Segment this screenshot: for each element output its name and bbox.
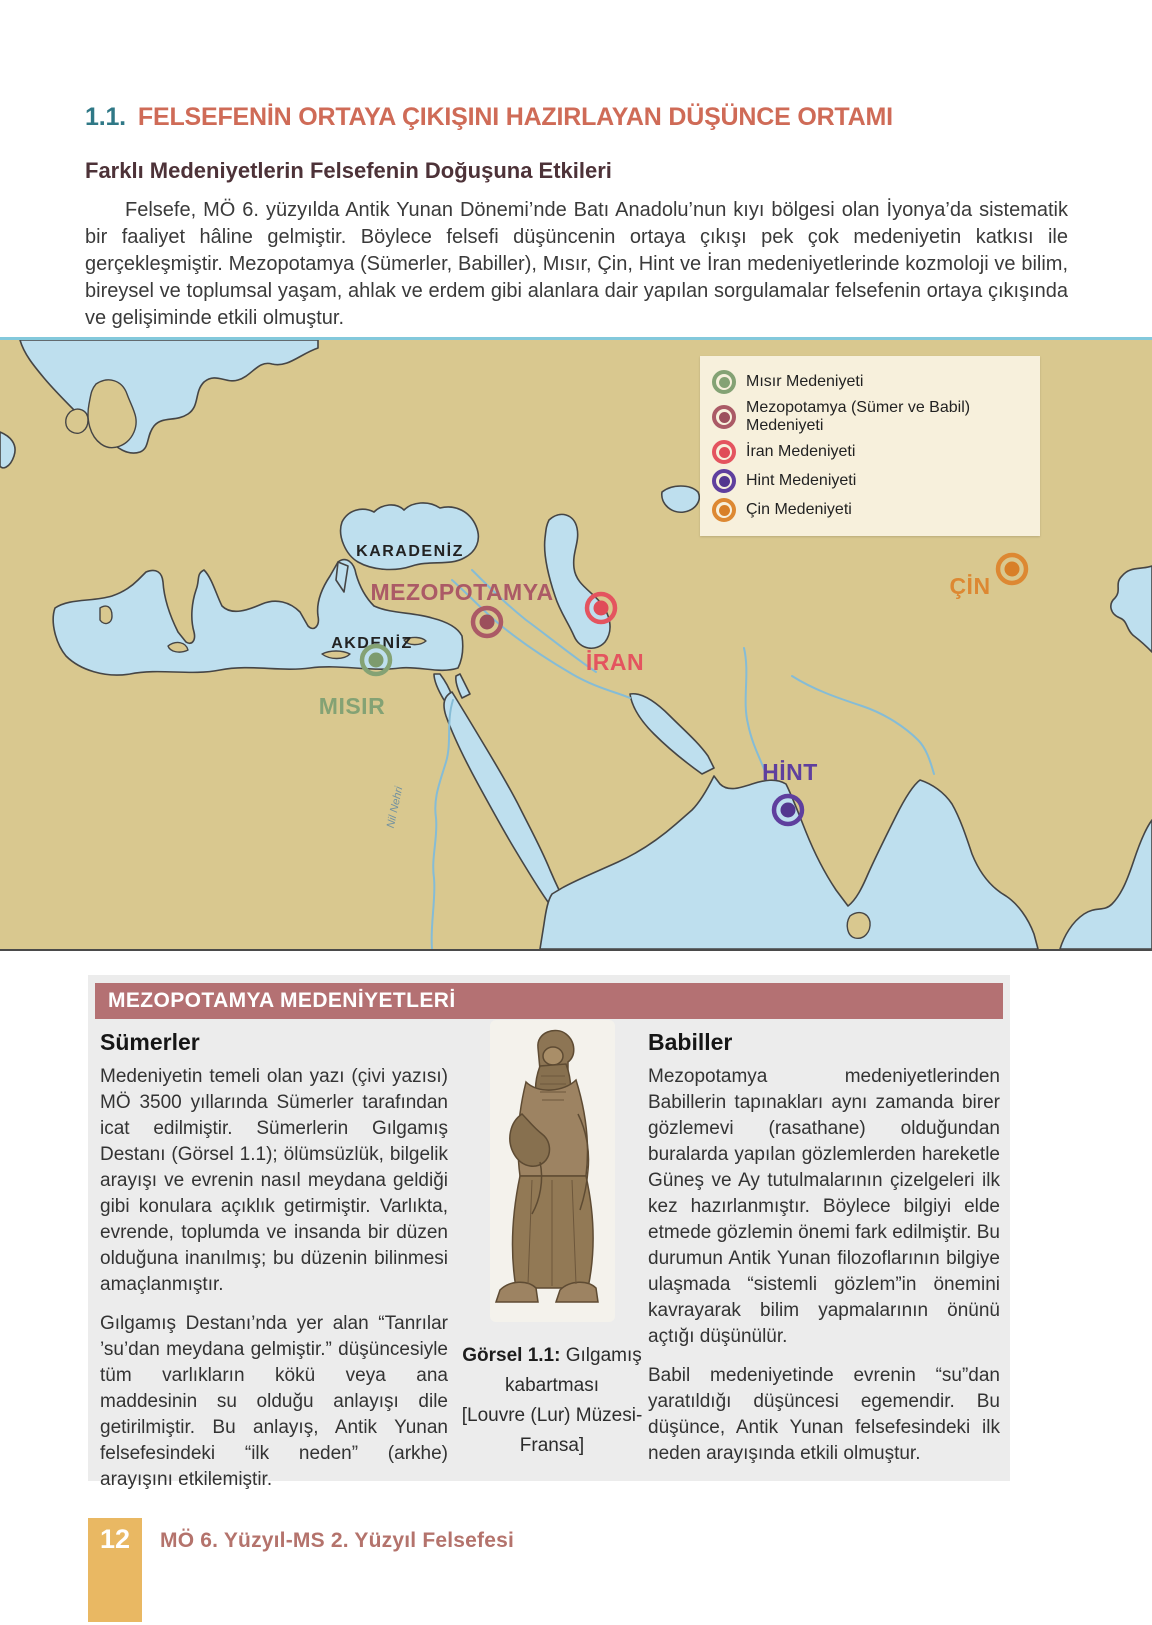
atlantic-notch bbox=[0, 432, 15, 468]
iran-label: İRAN bbox=[585, 649, 645, 675]
sardinia-island bbox=[100, 606, 112, 623]
indian-ocean-shape bbox=[540, 776, 1038, 949]
legend-marker-purple-icon bbox=[712, 469, 736, 493]
intro-paragraph: Felsefe, MÖ 6. yüzyılda Antik Yunan Dönemi’nde Batı Anadolu’nun kıyı bölgesi olan İyonya’da sistematik bir faaliyet hâline gelmiştir. Böylece felsefi düşüncenin ortaya çıkışı pek çok medeniyetin katkısı ile gerçekleşmiştir. Mezopotamya (Sümerler, Babiller), Mısır, Çin, Hint ve İran medeniyetlerinde kozmoloji ve bilim, bireysel ve toplumsal yaşam, ahlak ve erdem gibi alanlara dair yapılan sorgulamalar felsefenin ortaya çıkışında ve gelişiminde etkili olmuştur. bbox=[85, 199, 1068, 329]
map-legend bbox=[700, 356, 1040, 536]
page-subtitle: Farklı Medeniyetlerin Felsefenin Doğuşuna Etkileri bbox=[85, 158, 612, 183]
mesopotamia-info-box bbox=[88, 975, 1010, 1490]
gulf-of-aqaba bbox=[456, 674, 470, 698]
info-box-header: MEZOPOTAMYA MEDENİYETLERİ bbox=[95, 983, 1003, 1019]
babiller-column bbox=[648, 1029, 1000, 1480]
babiller-paragraph-2: Babil medeniyetinde evrenin “su”dan yaratıldığı düşüncesi egemendir. Bu düşünce, Antik Yunan felsefesindeki ilk neden arayışında etkili olmuştur. bbox=[648, 1365, 1000, 1464]
legend-label: Hint Medeniyeti bbox=[746, 472, 857, 489]
civilizations-map bbox=[0, 337, 1152, 951]
sumerler-title: Sümerler bbox=[100, 1029, 200, 1055]
legend-label: İran Medeniyeti bbox=[746, 443, 856, 460]
legend-item-iran bbox=[712, 440, 1028, 464]
legend-marker-red-icon bbox=[712, 440, 736, 464]
figure-caption-source: [Louvre (Lur) Müzesi-Fransa] bbox=[461, 1405, 643, 1456]
nile-river bbox=[432, 700, 453, 949]
sri-lanka-island bbox=[847, 913, 870, 939]
aral-sea-shape bbox=[662, 486, 699, 512]
figure-caption-label: Görsel 1.1: bbox=[462, 1345, 561, 1366]
chapter-title: MÖ 6. Yüzyıl-MS 2. Yüzyıl Felsefesi bbox=[160, 1529, 515, 1552]
east-sea-shape bbox=[1111, 566, 1152, 652]
section-heading bbox=[85, 103, 893, 132]
mediterranean-shape bbox=[53, 560, 463, 675]
mesopotamia-label: MEZOPOTAMYA bbox=[370, 579, 554, 605]
indus-river bbox=[744, 648, 766, 774]
ireland-island bbox=[66, 409, 88, 433]
legend-marker-green-icon bbox=[712, 370, 736, 394]
china-label: ÇİN bbox=[949, 573, 991, 599]
legend-item-cin bbox=[712, 498, 1028, 522]
nile-river-label: Nil Nehri bbox=[384, 785, 406, 830]
north-sea-shape bbox=[20, 340, 318, 453]
legend-label: Mısır Medeniyeti bbox=[746, 373, 864, 390]
legend-label: Mezopotamya (Sümer ve Babil) Medeniyeti bbox=[746, 399, 971, 434]
sumerler-paragraph-2: Gılgamış Destanı’nda yer alan “Tanrılar ’su’dan meydana gelmiştir.” düşüncesiyle tüm varlıkların kökü veya ana maddesinin su olduğu anlayışı dile getirilmiştir. Bu anlayış, Antik Yunan felsefesindeki “ilk neden” (arkhe) arayışını etkilemiştir. bbox=[100, 1313, 448, 1490]
babiller-title: Babiller bbox=[648, 1029, 733, 1055]
china-marker bbox=[998, 555, 1026, 583]
legend-item-hint bbox=[712, 469, 1028, 493]
india-label: HİNT bbox=[762, 759, 818, 785]
section-title: FELSEFENİN ORTAYA ÇIKIŞINI HAZIRLAYAN DÜŞÜNCE ORTAMI bbox=[137, 103, 893, 131]
sumerler-paragraph-1: Medeniyetin temeli olan yazı (çivi yazısı) MÖ 3500 yıllarında Sümerler tarafından icat edilmiştir. Sümerlerin Gılgamış Destanı (Görsel 1.1); ölümsüzlük, bilgelik arayışı ve evrenin nasıl meydana geldiği gibi konulara açıklık getirmiştir. Varlıkta, evrende, toplumda ve insanda bir düzen olduğuna inanılmış; bu düzenin bilinmesi amaçlanmıştır. bbox=[100, 1066, 448, 1295]
persian-gulf-shape bbox=[630, 694, 714, 774]
page-number: 12 bbox=[99, 1524, 131, 1554]
red-sea-shape bbox=[444, 692, 562, 902]
section-number: 1.1. bbox=[85, 103, 126, 131]
mediterranean-label: AKDENİZ bbox=[331, 635, 413, 652]
legend-item-misir bbox=[712, 370, 1028, 394]
south-china-sea-shape bbox=[1060, 820, 1152, 949]
babiller-paragraph-1: Mezopotamya medeniyetlerinden Babillerin tapınakları aynı zamanda birer gözlemevi (rasathane) olduğundan buralarda yapılan gözlemlerden hareketle Güneş ve Ay tutulmalarının çizelgeleri ilk kez hazırlanmıştır. Böylece bilgiyi elde etmede gözlemin önemi fark edilmiştir. Bu durumun Antik Yunan filozoflarının bilgiye ulaşmada “sistemli gözlem”in önemini kavrayarak bilim yapmalarının önünü açtığı düşünülür. bbox=[648, 1066, 1000, 1347]
gilgamesh-relief-image bbox=[460, 1017, 645, 1339]
egypt-label: MISIR bbox=[318, 693, 386, 719]
caspian-sea-shape bbox=[545, 514, 610, 648]
figure-caption bbox=[444, 1341, 660, 1461]
legend-marker-maroon-icon bbox=[712, 405, 736, 429]
figure-caption-text: Gılgamış kabartması bbox=[505, 1345, 642, 1396]
black-sea-label: KARADENİZ bbox=[356, 543, 464, 560]
legend-item-mezopotamya bbox=[712, 399, 1028, 435]
page-number-badge bbox=[88, 1518, 142, 1622]
legend-marker-orange-icon bbox=[712, 498, 736, 522]
legend-label: Çin Medeniyeti bbox=[746, 501, 852, 518]
sumerler-column bbox=[100, 1029, 448, 1506]
